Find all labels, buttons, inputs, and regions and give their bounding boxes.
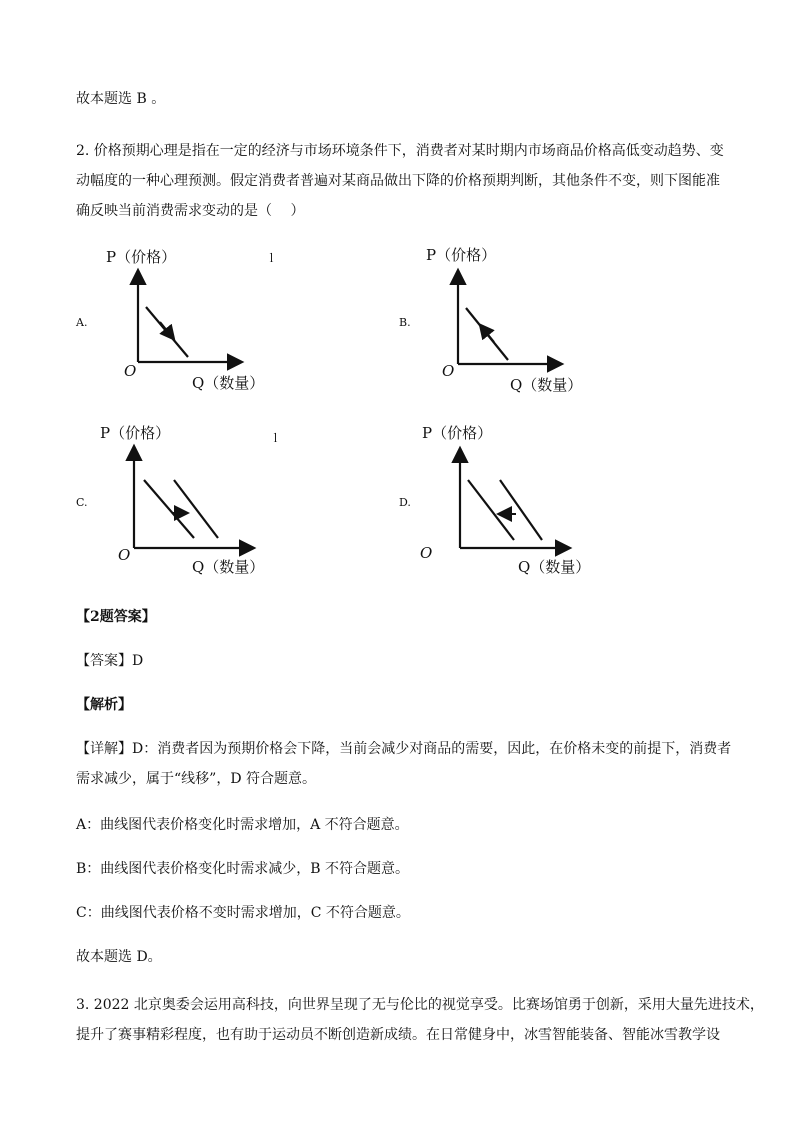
option-d-label[interactable]: D.	[399, 496, 411, 509]
answer-line: 【答案】D	[76, 653, 144, 669]
origin-label: O	[118, 546, 131, 564]
demand-curve-d1	[144, 480, 194, 538]
svg-text:ｌ: ｌ	[270, 432, 281, 445]
x-axis-label: Q（数量）	[192, 558, 265, 576]
demand-curve-d2	[174, 480, 218, 538]
x-axis-label: Q（数量）	[518, 558, 591, 576]
graph-a	[100, 240, 290, 400]
y-axis-label: P（价格）	[422, 424, 493, 442]
intro-line: 故本题选 B 。	[76, 91, 166, 107]
question2-line3: 确反映当前消费需求变动的是（ ）	[76, 203, 305, 219]
origin-label: O	[442, 362, 455, 380]
option-c-label[interactable]: C.	[76, 496, 88, 509]
conclusion-line: 故本题选 D。	[76, 949, 162, 965]
y-axis-label: P（价格）	[100, 424, 171, 442]
question3-line2: 提升了赛事精彩程度，也有助于运动员不断创造新成绩。在日常健身中，冰雪智能装备、智能冰雪教学设	[76, 1027, 720, 1043]
origin-label: O	[124, 362, 137, 380]
option-a-note: A：曲线图代表价格变化时需求增加，A 不符合题意。	[76, 817, 409, 833]
option-c-note: C：曲线图代表价格不变时需求增加，C 不符合题意。	[76, 905, 410, 921]
origin-label: O	[420, 544, 433, 562]
graph-d	[418, 418, 608, 583]
option-b-note: B：曲线图代表价格变化时需求减少，B 不符合题意。	[76, 861, 410, 877]
detail-line1: 【详解】D：消费者因为预期价格会下降，当前会减少对商品的需要，因此，在价格未变的前提下，消费者	[76, 741, 732, 757]
y-axis-label: P（价格）	[106, 248, 177, 266]
graph-b	[420, 238, 610, 398]
option-b-label[interactable]: B.	[399, 316, 411, 329]
y-axis-label: P（价格）	[426, 246, 497, 264]
answer-header: 【2题答案】	[76, 609, 156, 625]
svg-text:ｌ: ｌ	[266, 252, 277, 265]
analysis-header: 【解析】	[76, 697, 132, 713]
graph-c	[100, 418, 290, 578]
x-axis-label: Q（数量）	[510, 376, 583, 394]
x-axis-label: Q（数量）	[192, 374, 265, 392]
arrow-up-along-curve-icon	[481, 326, 494, 342]
question2-line1: 2. 价格预期心理是指在一定的经济与市场环境条件下，消费者对某时期内市场商品价格高低变动趋势、变	[76, 143, 724, 159]
detail-line2: 需求减少，属于“线移”，D 符合题意。	[76, 771, 316, 787]
arrow-down-along-curve-icon	[160, 322, 173, 338]
option-a-label[interactable]: A.	[76, 316, 88, 329]
question2-line2: 动幅度的一种心理预测。假定消费者普遍对某商品做出下降的价格预期判断，其他条件不变，则下图能准	[76, 173, 720, 189]
question3-line1: 3. 2022 北京奥委会运用高科技，向世界呈现了无与伦比的视觉享受。比赛场馆勇于创新，采用大量先进技术，	[76, 997, 764, 1013]
